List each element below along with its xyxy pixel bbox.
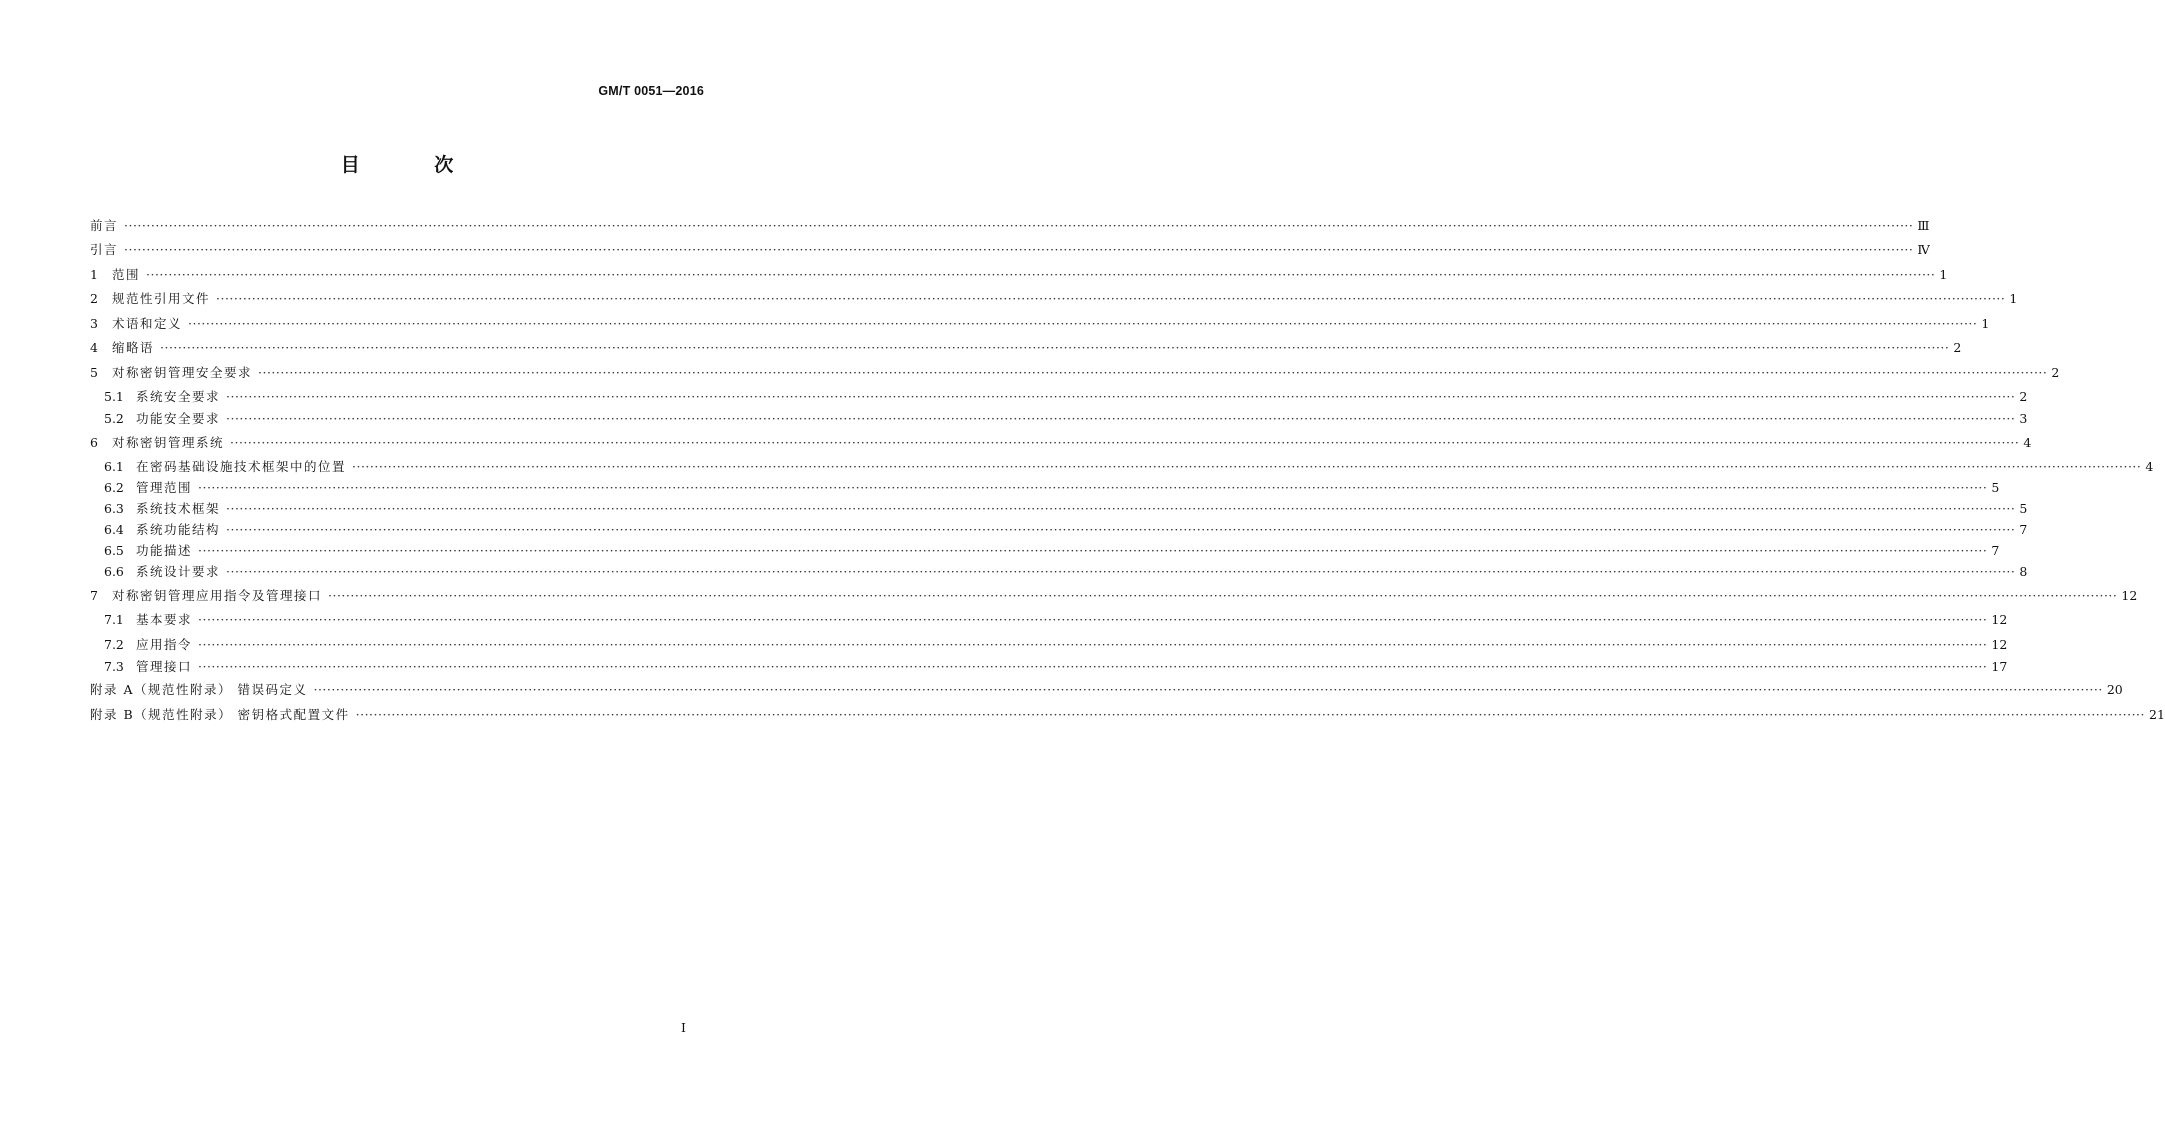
page-title: 目 次 <box>340 154 488 176</box>
toc-entry-title: 基本要求 <box>136 612 193 627</box>
toc-entry[interactable] <box>90 240 1930 260</box>
toc-entry-title: 附录 B（规范性附录） 密钥格式配置文件 <box>90 707 350 722</box>
toc-entry-page: 3 <box>2019 411 2028 426</box>
toc-leader-dots: ················································································································································································································································································································································································································ <box>146 267 1936 282</box>
toc-entry-number: 6.4 <box>104 522 124 537</box>
toc-leader-dots: ················································································································································································································································································································································································································ <box>160 340 1950 355</box>
toc-entry-page: 5 <box>2019 501 2028 516</box>
toc-leader-dots: ················································································································································································································································································································································································································ <box>124 242 1914 257</box>
toc-entry-page: 21 <box>2149 707 2165 722</box>
toc-entry[interactable] <box>90 680 2123 700</box>
toc-entry[interactable] <box>90 499 2028 519</box>
toc-entry[interactable] <box>90 409 2028 429</box>
toc-entry-page: 4 <box>2145 459 2154 474</box>
toc-entry[interactable] <box>90 457 2154 477</box>
toc-entry-number: 6.5 <box>104 543 124 558</box>
toc-entry-page: 5 <box>1991 480 2000 495</box>
toc-entry[interactable] <box>90 635 2008 655</box>
toc-leader-dots: ················································································································································································································································································································································································································ <box>355 707 2145 722</box>
toc-entry-page: 2 <box>1953 340 1962 355</box>
toc-leader-dots: ················································································································································································································································································································································································································ <box>226 411 2016 426</box>
toc-entry[interactable] <box>90 289 2018 309</box>
toc-entry-number: 6 <box>90 435 98 450</box>
toc-entry-number: 6.3 <box>104 501 124 516</box>
toc-entry-title: 范围 <box>112 267 141 282</box>
toc-entry-page: 7 <box>2019 522 2028 537</box>
toc-entry[interactable] <box>90 216 1930 236</box>
toc-entry-page: Ⅲ <box>1917 218 1930 233</box>
toc-entry-page: 2 <box>2019 389 2028 404</box>
toc-entry-number: 3 <box>90 316 98 331</box>
toc-entry-page: 12 <box>1991 612 2008 627</box>
toc-entry-number: 4 <box>90 340 98 355</box>
page-number: I <box>681 1020 686 1035</box>
toc-entry-number: 7.3 <box>104 659 124 674</box>
toc-entry[interactable] <box>90 610 2008 630</box>
toc-entry[interactable] <box>90 265 1948 285</box>
toc-entry-title: 系统功能结构 <box>136 522 221 537</box>
toc-entry-title: 应用指令 <box>136 637 193 652</box>
toc-entry-page: Ⅳ <box>1917 242 1930 257</box>
toc-entry-number: 1 <box>90 267 98 282</box>
toc-entry-number: 5.2 <box>104 411 124 426</box>
toc-entry-title: 管理范围 <box>136 480 193 495</box>
toc-entry-title: 对称密钥管理系统 <box>112 435 225 450</box>
toc-entry-number: 7 <box>90 588 98 603</box>
toc-entry[interactable] <box>90 586 2138 606</box>
toc-entry[interactable] <box>90 705 2165 725</box>
toc-leader-dots: ················································································································································································································································································································································································································ <box>188 316 1978 331</box>
toc-entry-title: 缩略语 <box>112 340 155 355</box>
toc-entry-title: 系统安全要求 <box>136 389 221 404</box>
toc-leader-dots: ················································································································································································································································································································································································································ <box>198 480 1988 495</box>
toc-entry-title: 对称密钥管理应用指令及管理接口 <box>112 588 323 603</box>
toc-entry-page: 4 <box>2023 435 2032 450</box>
toc-entry-title: 术语和定义 <box>112 316 183 331</box>
toc-entry-title: 规范性引用文件 <box>112 291 211 306</box>
toc-leader-dots: ················································································································································································································································································································································································································ <box>226 564 2016 579</box>
toc-entry-number: 6.2 <box>104 480 124 495</box>
toc-entry-title: 引言 <box>90 242 119 257</box>
toc-entry-page: 1 <box>1981 316 1990 331</box>
toc-entry-page: 2 <box>2051 365 2060 380</box>
toc-entry[interactable] <box>90 387 2028 407</box>
toc-entry-number: 5 <box>90 365 98 380</box>
toc-entry-number: 2 <box>90 291 98 306</box>
toc-entry[interactable] <box>90 478 2000 498</box>
toc-leader-dots: ················································································································································································································································································································································································································ <box>216 291 2006 306</box>
toc-leader-dots: ················································································································································································································································································································································································································ <box>198 659 1988 674</box>
toc-entry-title: 功能安全要求 <box>136 411 221 426</box>
toc-leader-dots: ················································································································································································································································································································································································································ <box>226 501 2016 516</box>
toc-entry-page: 17 <box>1991 659 2008 674</box>
toc-entry-page: 1 <box>1939 267 1948 282</box>
toc-leader-dots: ················································································································································································································································································································································································································ <box>352 459 2142 474</box>
toc-entry-title: 在密码基础设施技术框架中的位置 <box>136 459 347 474</box>
toc-leader-dots: ················································································································································································································································································································································································································ <box>258 365 2048 380</box>
toc-entry-page: 8 <box>2019 564 2028 579</box>
toc-leader-dots: ················································································································································································································································································································································································································ <box>124 218 1914 233</box>
toc-entry-title: 系统技术框架 <box>136 501 221 516</box>
toc-entry-title: 对称密钥管理安全要求 <box>112 365 253 380</box>
toc-entry-page: 12 <box>1991 637 2008 652</box>
toc-entry-title: 系统设计要求 <box>136 564 221 579</box>
toc-entry[interactable] <box>90 338 1962 358</box>
toc-entry[interactable] <box>90 363 2060 383</box>
toc-entry-title: 功能描述 <box>136 543 193 558</box>
document-code: GM/T 0051—2016 <box>598 84 704 98</box>
toc-entry-page: 20 <box>2106 682 2123 697</box>
toc-leader-dots: ················································································································································································································································································································································································································ <box>198 612 1988 627</box>
toc-leader-dots: ················································································································································································································································································································································································································ <box>230 435 2020 450</box>
toc-entry-number: 7.1 <box>104 612 124 627</box>
toc-leader-dots: ················································································································································································································································································································································································································ <box>328 588 2118 603</box>
toc-leader-dots: ················································································································································································································································································································································································································ <box>198 543 1988 558</box>
toc-entry-title: 前言 <box>90 218 119 233</box>
toc-entry[interactable] <box>90 314 1990 334</box>
toc-entry-page: 12 <box>2121 588 2138 603</box>
toc-entry[interactable] <box>90 433 2032 453</box>
toc-leader-dots: ················································································································································································································································································································································································································ <box>313 682 2103 697</box>
toc-entry-number: 7.2 <box>104 637 124 652</box>
toc-entry[interactable] <box>90 562 2028 582</box>
toc-entry-number: 6.1 <box>104 459 124 474</box>
toc-entry-page: 7 <box>1991 543 2000 558</box>
toc-entry[interactable] <box>90 657 2008 677</box>
toc-leader-dots: ················································································································································································································································································································································································································ <box>198 637 1988 652</box>
toc-entry-number: 6.6 <box>104 564 124 579</box>
toc-entry-title: 附录 A（规范性附录） 错误码定义 <box>90 682 308 697</box>
toc-entry[interactable] <box>90 520 2028 540</box>
toc-entry-page: 1 <box>2009 291 2018 306</box>
toc-leader-dots: ················································································································································································································································································································································································································ <box>226 522 2016 537</box>
toc-entry-title: 管理接口 <box>136 659 193 674</box>
toc-leader-dots: ················································································································································································································································································································································································································ <box>226 389 2016 404</box>
toc-entry[interactable] <box>90 541 2000 561</box>
toc-entry-number: 5.1 <box>104 389 124 404</box>
